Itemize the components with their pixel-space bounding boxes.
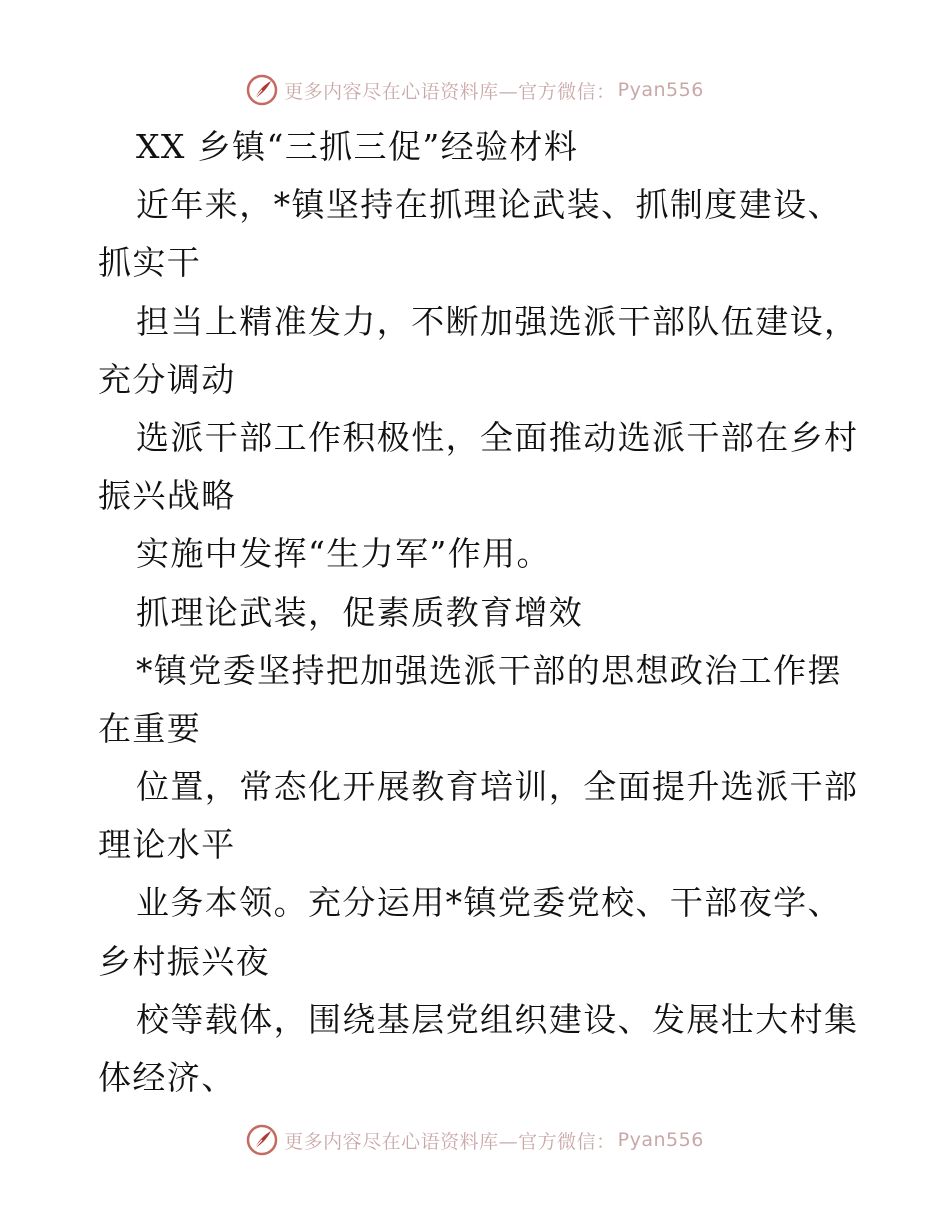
feather-quill-logo-icon xyxy=(246,1124,278,1156)
document-line: 担当上精准发力，不断加强选派干部队伍建设， xyxy=(136,301,859,341)
document-line: 乡村振兴夜 xyxy=(98,941,270,981)
document-body xyxy=(98,118,858,1107)
document-line: 振兴战略 xyxy=(98,476,236,516)
watermark-contact: Pyan556 xyxy=(617,79,704,101)
footer-watermark xyxy=(0,1120,950,1160)
document-line: *镇党委坚持把加强选派干部的思想政治工作摆 xyxy=(136,650,842,690)
header-watermark xyxy=(0,70,950,110)
document-line: 体经济、 xyxy=(98,1058,236,1097)
feather-quill-logo-icon xyxy=(246,74,278,106)
document-line: 充分调动 xyxy=(98,359,236,399)
document-line: 近年来，*镇坚持在抓理论武装、抓制度建设、 xyxy=(136,185,842,225)
document-line: 理论水平 xyxy=(98,825,236,865)
document-line: XX 乡镇“三抓三促”经验材料 xyxy=(136,127,579,166)
watermark-contact: Pyan556 xyxy=(617,1129,704,1151)
document-line: 业务本领。充分运用*镇党委党校、干部夜学、 xyxy=(136,883,842,923)
watermark-text: 更多内容尽在心语资料库—官方微信： xyxy=(284,80,616,103)
document-line: 位置，常态化开展教育培训，全面提升选派干部 xyxy=(136,767,859,807)
document-line: 校等载体，围绕基层党组织建设、发展壮大村集 xyxy=(136,999,859,1039)
document-line: 实施中发挥“生力军”作用。 xyxy=(136,534,551,574)
document-line: 在重要 xyxy=(98,708,202,748)
document-line: 抓实干 xyxy=(98,243,202,283)
document-line: 抓理论武装，促素质教育增效 xyxy=(136,592,584,632)
document-line: 选派干部工作积极性，全面推动选派干部在乡村 xyxy=(136,417,859,457)
watermark-text: 更多内容尽在心语资料库—官方微信： xyxy=(284,1130,616,1153)
